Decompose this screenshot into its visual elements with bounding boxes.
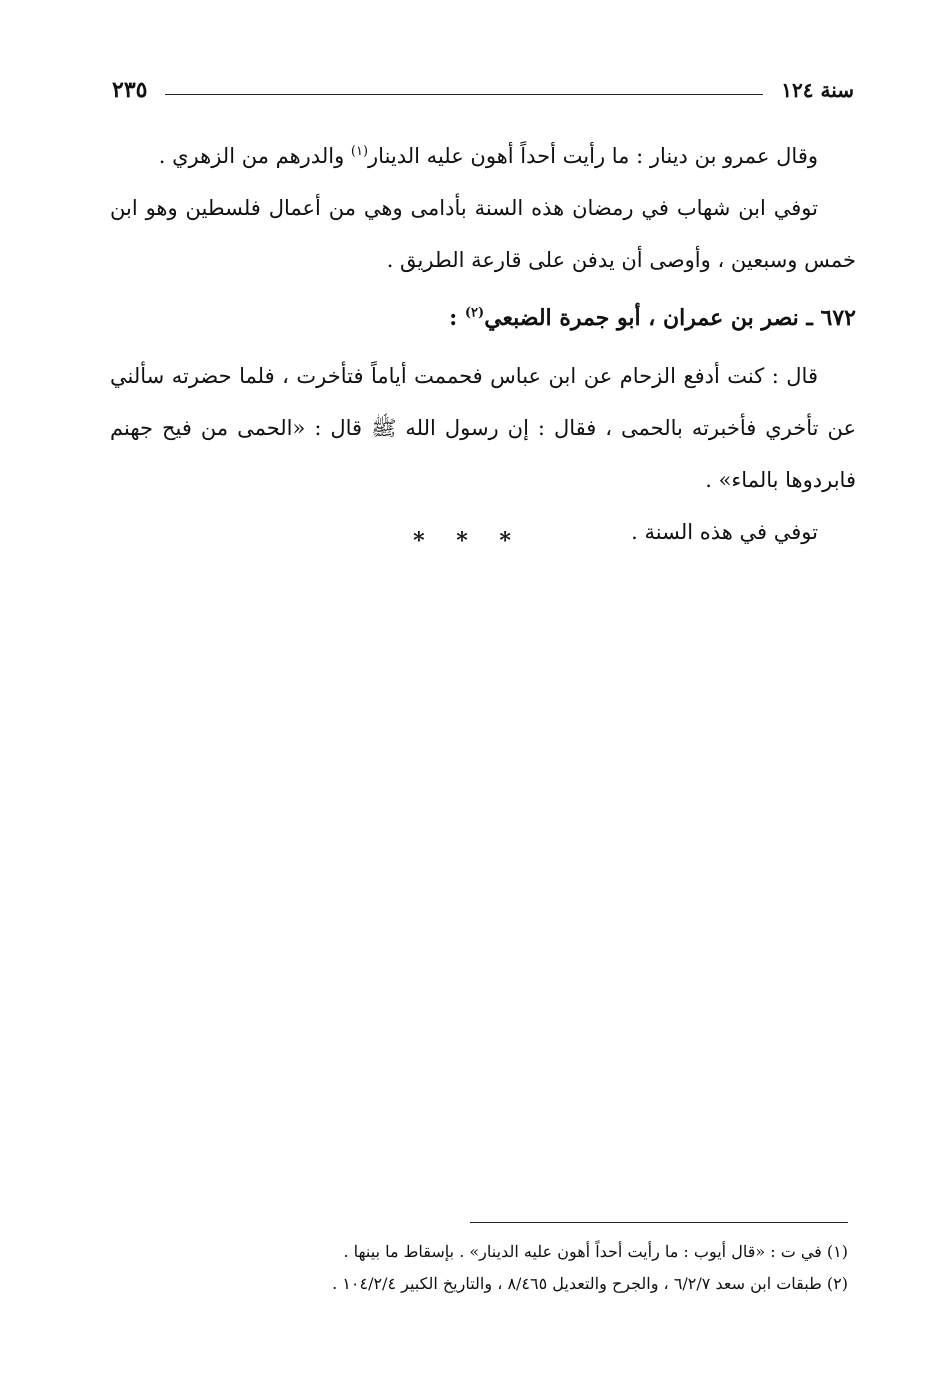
footnote-rule <box>470 1222 848 1223</box>
paragraph-hadith: قال : كنت أدفع الزحام عن ابن عباس فحممت أياماً فتأخرت ، فلما حضرته سألني عن تأخري فأخبرته بالحمى ، فقال : إن رسول الله ﷺ قال : «الحمى من فيح جهنم فابردوها بالماء» . <box>110 364 856 492</box>
paragraph-quote <box>110 130 856 182</box>
page-number: ٢٣٥ <box>112 77 148 103</box>
header-rule <box>165 94 763 95</box>
entry-heading <box>110 292 856 344</box>
entry-title: ٦٧٢ ـ نصر بن عمران ، أبو جمرة الضبعي <box>484 305 856 331</box>
footnote-ref-2: (٢) <box>464 305 485 321</box>
page-header <box>112 72 854 108</box>
paragraph-death-year: توفي في هذه السنة . <box>631 520 818 544</box>
paragraph-quote-text: وقال عمرو بن دينار : ما رأيت أحداً أهون عليه الدينار <box>368 144 818 168</box>
main-text <box>110 130 856 564</box>
footnote-ref-1: (١) <box>350 144 369 159</box>
section-separator: * * * <box>413 528 523 554</box>
footnotes <box>110 1236 848 1300</box>
footnote-2: (٢) طبقات ابن سعد ٦/٢/٧ ، والجرح والتعديل ٨/٤٦٥ ، والتاريخ الكبير ١٠٤/٢/٤ . <box>332 1274 848 1293</box>
footnote-1: (١) في ت : «قال أيوب : ما رأيت أحداً أهون عليه الدينار» . بإسقاط ما بينها . <box>343 1242 848 1261</box>
entry-colon: : <box>449 305 465 331</box>
paragraph-death-ibn-shihab: توفي ابن شهاب في رمضان هذه السنة بأدامى وهي من أعمال فلسطين وهو ابن خمس وسبعين ، وأوصى أن يدفن على قارعة الطريق . <box>110 196 856 272</box>
running-title: سنة ١٢٤ <box>781 78 854 102</box>
paragraph-quote-end: والدرهم من الزهري . <box>158 144 351 168</box>
